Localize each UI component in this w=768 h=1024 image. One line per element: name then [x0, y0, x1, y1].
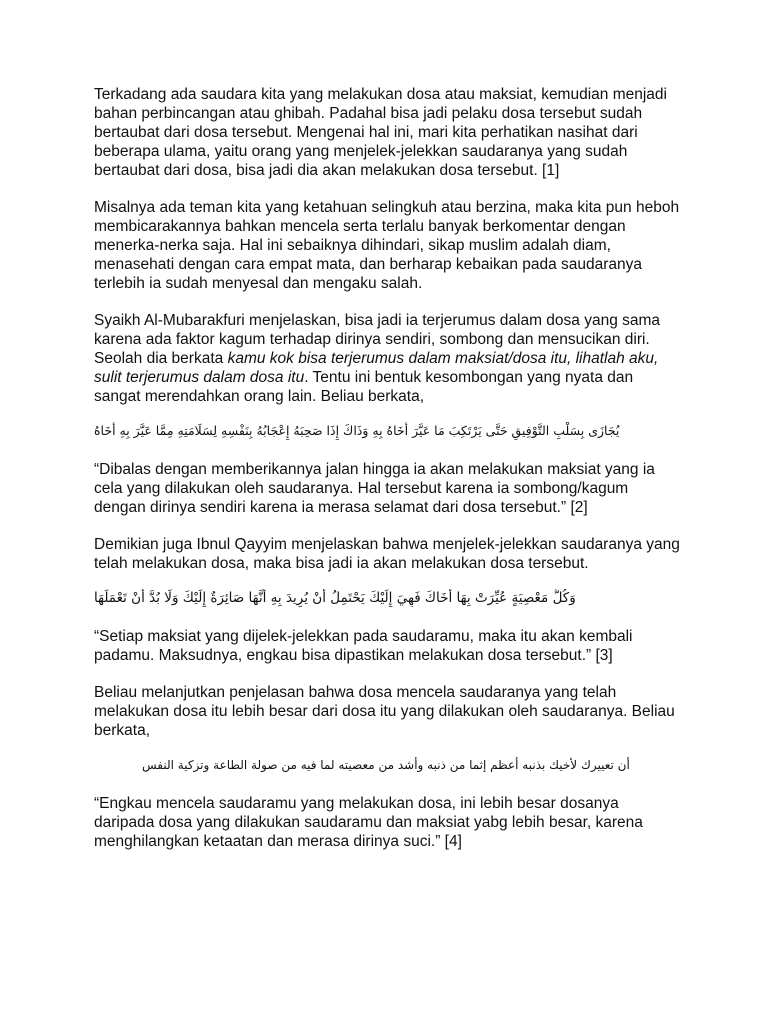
paragraph-3-text-b: . Tentu ini bentuk kesombongan yang nyata dan sangat merendahkan orang lain. Beliau berkata,: [94, 369, 634, 405]
arabic-quote-1: يُجَازَى بِسَلْبِ التَّوْفِيقِ حَتَّى يَرْتَكِبَ مَا عَيَّرَ أَخَاهُ بِهِ وَذَاكَ إِذَا صَحِبَهُ إِعْجَابُهُ بِنَفْسِهِ لِسَلَامَتِهِ مِمَّا عَيَّرَ بِهِ أَخَاهُ: [94, 423, 620, 438]
arabic-quote-3: أن تعييرك لأخيك بذنبه أعظم إثما من ذنبه وأشد من معصيته لما فيه من صولة الطاعة وتزكية النفس: [142, 758, 630, 772]
paragraph-3-italic: kamu kok bisa terjerumus dalam maksiat/dosa itu, lihatlah aku, sulit terjerumus dalam dosa itu: [94, 350, 659, 386]
paragraph-4: “Dibalas dengan memberikannya jalan hingga ia akan melakukan maksiat yang ia cela yang dilakukan oleh saudaranya. Hal tersebut karena ia sombong/kagum dengan dirinya sendiri karena ia merasa selamat dari dosa tersebut.” [2]: [94, 461, 655, 516]
paragraph-5: Demikian juga Ibnul Qayyim menjelaskan bahwa menjelek-jelekkan saudaranya yang telah melakukan dosa, maka bisa jadi ia akan melakukan dosa tersebut.: [94, 536, 680, 572]
paragraph-3: [94, 311, 680, 406]
document-body: [94, 85, 680, 869]
paragraph-3-text-a: Syaikh Al-Mubarakfuri menjelaskan, bisa jadi ia terjerumus dalam dosa yang sama karena ada faktor kagum terhadap dirinya sendiri, sombong dan mensucikan diri. Seolah dia berkata: [94, 312, 661, 367]
paragraph-2: Misalnya ada teman kita yang ketahuan selingkuh atau berzina, maka kita pun heboh membicarakannya bahkan mencela serta terlalu banyak berkomentar dengan menerka-nerka saja. Hal ini sebaiknya dihindari, sikap muslim adalah diam, menasehati dengan cara empat mata, dan berharap kebaikan pada saudaranya terlebih ia sudah menyesal dan mengaku salah.: [94, 199, 680, 292]
paragraph-7: Beliau melanjutkan penjelasan bahwa dosa mencela saudaranya yang telah melakukan dosa itu lebih besar dari dosa itu yang dilakukan oleh saudaranya. Beliau berkata,: [94, 684, 675, 739]
arabic-quote-2: وَكُلُّ مَعْصِيَةٍ عُيِّرَتْ بِهَا أَخَاكَ فَهِيَ إِلَيْكَ يَحْتَمِلُ أَنْ يُرِيدَ بِهِ أَنَّهَا صَائِرَةٌ إِلَيْكَ وَلَا بُدَّ أَنْ تَعْمَلَهَا: [94, 590, 576, 606]
paragraph-6: “Setiap maksiat yang dijelek-jelekkan pada saudaramu, maka itu akan kembali padamu. Maksudnya, engkau bisa dipastikan melakukan dosa tersebut.” [3]: [94, 628, 633, 664]
paragraph-8: “Engkau mencela saudaramu yang melakukan dosa, ini lebih besar dosanya daripada dosa yang dilakukan saudaramu dan maksiat yabg lebih besar, karena menghilangkan ketaatan dan merasa dirinya suci.” [4]: [94, 795, 643, 850]
paragraph-1: Terkadang ada saudara kita yang melakukan dosa atau maksiat, kemudian menjadi bahan perbincangan atau ghibah. Padahal bisa jadi pelaku dosa tersebut sudah bertaubat dari dosa tersebut. Mengenai hal ini, mari kita perhatikan nasihat dari beberapa ulama, yaitu orang yang menjelek-jelekkan saudaranya yang sudah bertaubat dari dosa, bisa jadi dia akan melakukan dosa tersebut. [1]: [94, 86, 667, 179]
